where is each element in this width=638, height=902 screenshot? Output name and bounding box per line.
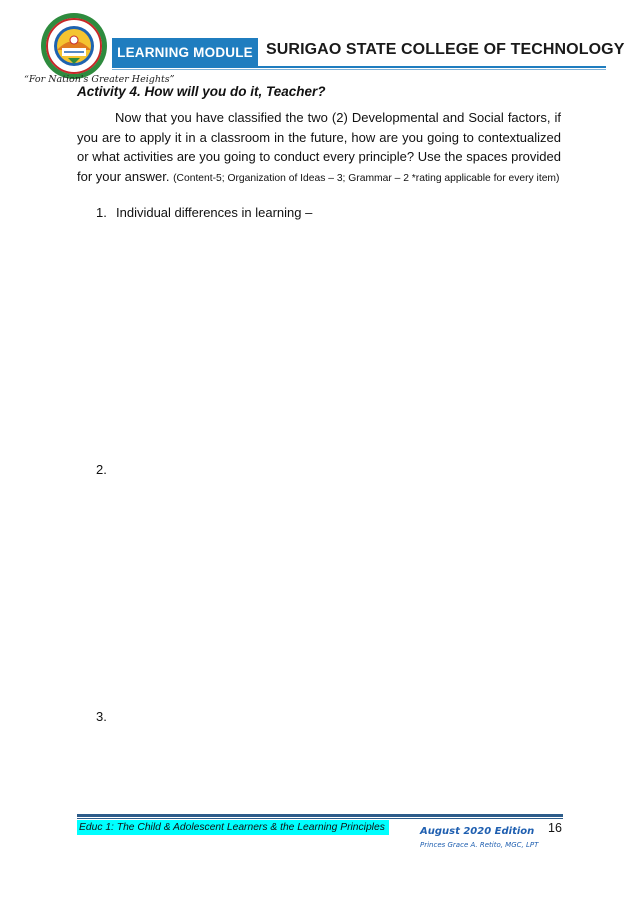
activity-title: Activity 4. How will you do it, Teacher?: [77, 84, 326, 99]
edition-label: August 2020 Edition: [420, 826, 535, 837]
author-credit: Princes Grace A. Retito, MGC, LPT: [420, 841, 539, 849]
activity-instructions: [77, 108, 561, 188]
learning-module-badge: LEARNING MODULE: [112, 38, 258, 66]
college-motto: “For Nation's Greater Heights”: [24, 74, 175, 85]
item-number: 1.: [96, 205, 107, 220]
instructions-text: Now that you have classified the two (2) Developmental and Social factors, if you are to apply it in a classroom in the future, how are you going to contextualized or what activities are you going to conduct every principle? Use the spaces provided for your answer.: [77, 110, 561, 184]
course-code: Educ 1:: [79, 822, 114, 833]
page-number: 16: [548, 821, 562, 835]
item-number: 2.: [96, 462, 107, 477]
header-divider-thin: [112, 69, 606, 70]
item-number: 3.: [96, 709, 107, 724]
footer-divider-thin: [77, 818, 563, 819]
question-item: [96, 205, 312, 220]
question-item: [96, 709, 116, 724]
course-title-label: [77, 820, 389, 835]
item-text: Individual differences in learning –: [116, 205, 313, 220]
footer-divider: [77, 814, 563, 817]
college-name: SURIGAO STATE COLLEGE OF TECHNOLOGY: [266, 41, 625, 58]
college-seal-logo: [40, 12, 108, 80]
scoring-rubric: (Content-5; Organization of Ideas – 3; Grammar – 2 *rating applicable for every item): [173, 172, 560, 184]
question-item: [96, 462, 116, 477]
course-title: The Child & Adolescent Learners & the Learning Principles: [113, 822, 385, 833]
header-divider: [112, 66, 606, 68]
